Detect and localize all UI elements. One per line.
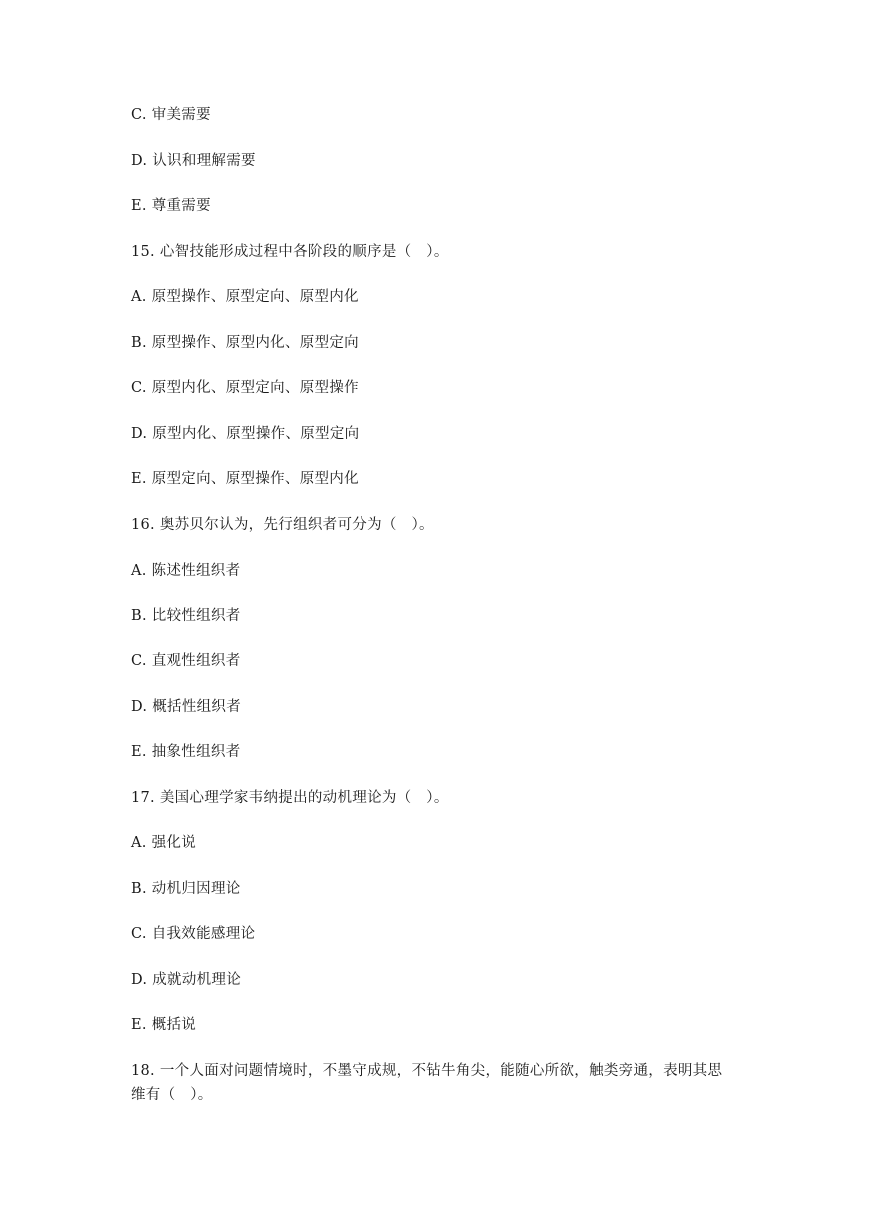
question-18-line-2: 维有（ ）。 [131, 1087, 213, 1103]
option-b-q15: B. 原型操作、原型内化、原型定向 [131, 335, 359, 351]
option-c-q17: C. 自我效能感理论 [131, 926, 256, 942]
option-a-q15: A. 原型操作、原型定向、原型内化 [131, 289, 359, 305]
option-a-q17: A. 强化说 [131, 835, 196, 851]
option-e-q15: E. 原型定向、原型操作、原型内化 [131, 471, 359, 487]
question-15: 15. 心智技能形成过程中各阶段的顺序是（ ）。 [131, 244, 449, 260]
question-17: 17. 美国心理学家韦纳提出的动机理论为（ ）。 [131, 790, 449, 806]
option-d-q16: D. 概括性组织者 [131, 699, 242, 715]
option-c-q15: C. 原型内化、原型定向、原型操作 [131, 380, 359, 396]
option-c-q14: C. 审美需要 [131, 107, 211, 123]
option-b-q17: B. 动机归因理论 [131, 881, 241, 897]
option-d-q14: D. 认识和理解需要 [131, 153, 256, 169]
option-a-q16: A. 陈述性组织者 [131, 563, 241, 579]
option-b-q16: B. 比较性组织者 [131, 608, 241, 624]
option-e-q16: E. 抽象性组织者 [131, 744, 241, 760]
option-e-q14: E. 尊重需要 [131, 198, 211, 214]
question-16: 16. 奥苏贝尔认为，先行组织者可分为（ ）。 [131, 517, 434, 533]
option-d-q17: D. 成就动机理论 [131, 972, 242, 988]
option-e-q17: E. 概括说 [131, 1017, 197, 1033]
option-d-q15: D. 原型内化、原型操作、原型定向 [131, 426, 360, 442]
option-c-q16: C. 直观性组织者 [131, 653, 241, 669]
question-18-line-1: 18. 一个人面对问题情境时，不墨守成规，不钻牛角尖，能随心所欲，触类旁通，表明其思 [131, 1063, 723, 1079]
